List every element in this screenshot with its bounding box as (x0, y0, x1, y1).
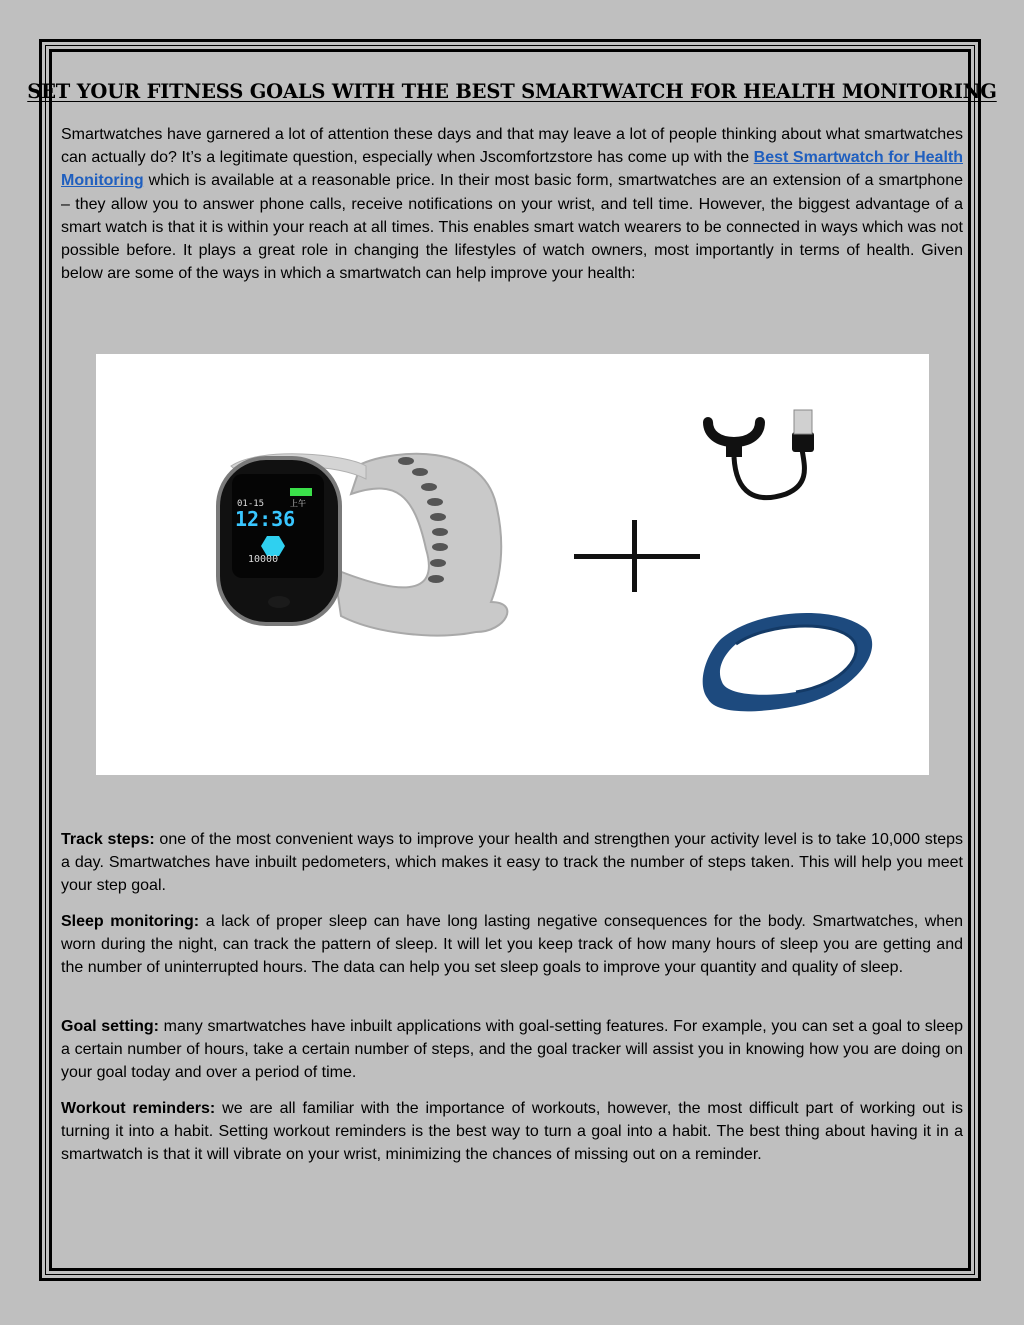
smartwatch-illustration (218, 454, 507, 636)
goal-setting-text: many smartwatches have inbuilt applications with goal-setting features. For example, you can set a goal to sleep a certain number of hours, take a certain number of steps, and the goal tracker will assist you in knowing how you are doing on your goal today and over a period of time. (61, 1018, 964, 1082)
article-title: SET YOUR FITNESS GOALS WITH THE BEST SMARTWATCH FOR HEALTH MONITORING (27, 80, 997, 103)
screen-time: 12:36 (235, 507, 296, 531)
product-illustration (96, 354, 929, 775)
track-steps-paragraph (61, 828, 963, 898)
intro-text-1: Smartwatches have garnered a lot of attention these days and that may leave a lot of people thinking about what smartwatches can actually do? It’s a legitimate question, especially when Jscomfortzstore has come up with the (61, 126, 963, 167)
goal-setting-heading: Goal setting: (61, 1018, 159, 1035)
intro-paragraph (61, 123, 963, 285)
screen-steps: 10000 (248, 554, 279, 565)
track-steps-heading: Track steps: (61, 831, 155, 848)
screen-ampm: 上午 (290, 499, 306, 508)
product-link[interactable]: Best Smartwatch for Health Monitoring (61, 149, 963, 190)
plus-icon (574, 520, 700, 592)
workout-reminders-text: we are all familiar with the importance of workouts, however, the most difficult part of working out is turning it into a habit. Setting workout reminders is the best way to turn a goal into a habit. The best thing about having it in a smartwatch is that it will vibrate on your wrist, minimizing the chances of missing out on a reminder. (61, 1100, 964, 1164)
spare-strap-illustration (703, 613, 872, 711)
screen-date: 01-15 (237, 499, 265, 509)
goal-setting-paragraph (61, 1015, 963, 1085)
sleep-monitoring-text: a lack of proper sleep can have long lasting negative consequences for the body. Smartwatches, when worn during the night, can track the pattern of sleep. It will let you keep track of how many hours of sleep you are getting and the number of uninterrupted hours. The data can help you set sleep goals to improve your quantity and quality of sleep. (61, 913, 964, 977)
product-image (96, 354, 929, 775)
charger-cable-illustration (708, 410, 814, 498)
sleep-monitoring-heading: Sleep monitoring: (61, 913, 200, 930)
workout-reminders-heading: Workout reminders: (61, 1100, 216, 1117)
sleep-monitoring-paragraph (61, 910, 963, 980)
track-steps-text: one of the most convenient ways to improve your health and strengthen your activity level is to take 10,000 steps a day. Smartwatches have inbuilt pedometers, which makes it easy to track the number of steps taken. This will help you meet your step goal. (61, 831, 963, 895)
intro-text-2: which is available at a reasonable price. In their most basic form, smartwatches are an extension of a smartphone – they allow you to answer phone calls, receive notifications on your wrist, and tell time. However, the biggest advantage of a smart watch is that it is within your reach at all times. This enables smart watch wearers to be connected in ways which was not possible before. It plays a great role in changing the lifestyles of watch owners, most importantly in terms of health. Given below are some of the ways in which a smartwatch can help improve your health: (61, 172, 963, 283)
workout-reminders-paragraph (61, 1097, 963, 1167)
